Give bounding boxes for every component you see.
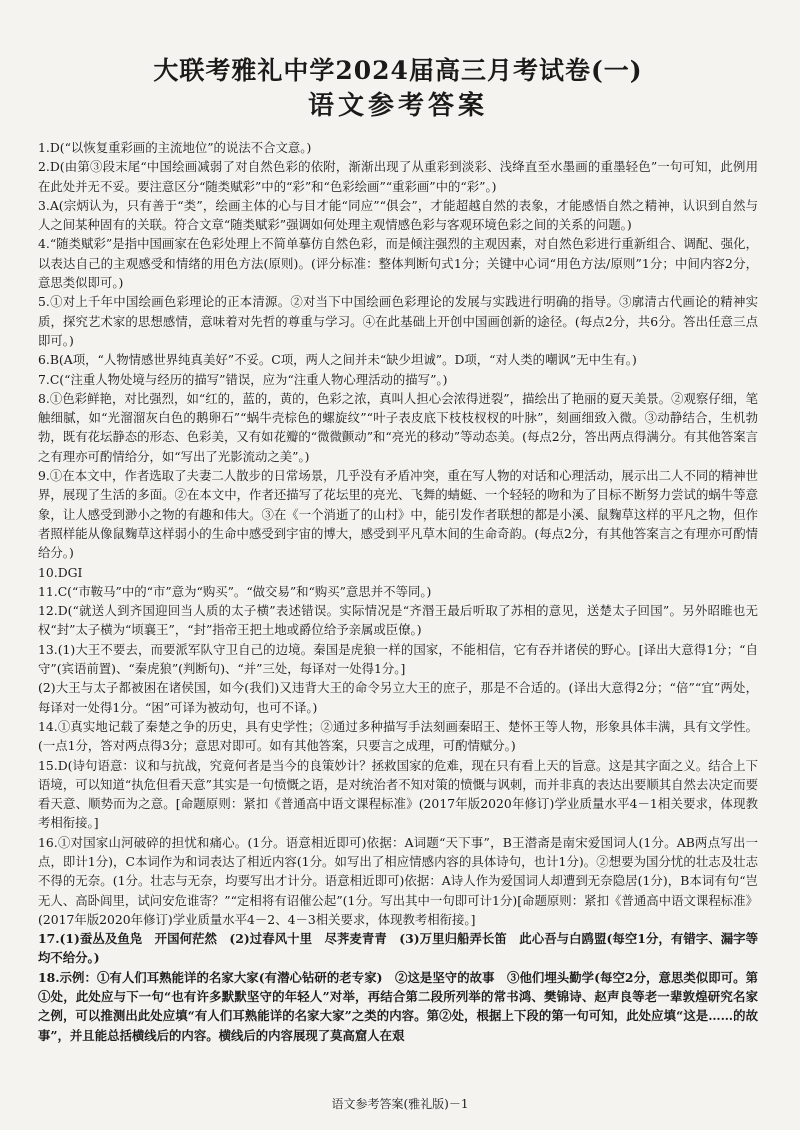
answer-item: 5.①对上千年中国绘画色彩理论的正本清源。②对当下中国绘画色彩理论的发展与实践进行明确的指导。③廓清古代画论的精神实质，探究艺术家的思想感情，意味着对先哲的尊重与学习。④在此基础上开创中国画创新的途径。(每点2分，共6分。答出任意三点即可。) — [38, 294, 758, 348]
answer-item: 13.(1)大王不要去，而要派军队守卫自己的边境。秦国是虎狼一样的国家，不能相信，它有吞并诸侯的野心。[译出大意得1分；“自守”(宾语前置)、“秦虎狼”(判断句)、“并”三处，每译对一处得1分。] — [38, 641, 758, 677]
answer-item: 18.示例：①有人们耳熟能详的名家大家(有潜心钻研的老专家) ②这是坚守的故事 ③他们埋头勤学(每空2分，意思类似即可。第①处，此处应与下一句“也有许多默默坚守的年轻人”对举，再结合第二段所列举的常书鸿、樊锦诗、赵声良等老一辈敦煌研究名家之例，可以推测出此处应填“有人们耳熟能详的名家大家”之类的内容。第②处，根据上下段的第一句可知，此处应填“这是……的故事”，并且能总括横线后的内容。横线后的内容展现了莫高窟人在艰 — [38, 969, 758, 1043]
answer-key-title: 语文参考答案 — [307, 91, 488, 121]
answer-item: 17.(1)蚕丛及鱼凫 开国何茫然 (2)过春风十里 尽荠麦青青 (3)万里归船弄长笛 此心吾与白鸥盟(每空1分，有错字、漏字等均不给分。) — [38, 931, 758, 966]
answer-item: 10.DGI — [38, 564, 83, 580]
answer-item: 11.C(“市鞍马”中的“市”意为“购买”。“做交易”和“购买”意思并不等同。) — [38, 583, 432, 599]
answer-item: 12.D(“就送人到齐国迎回当人质的太子横”表述错误。实际情况是“齐湣王最后听取了苏相的意见，送楚太子回国”。另外昭睢也无权“封”太子横为“顷襄王”，“封”指帝王把土地或爵位给予亲属或臣僚。) — [38, 603, 758, 638]
answer-item: 2.D(由第③段末尾“中国绘画减弱了对自然色彩的依附，渐渐出现了从重彩到淡彩、浅绛直至水墨画的重墨轻色”一句可知，此例用在此处并无不妥。要注意区分“随类赋彩”中的“彩”和“色彩绘画”“重彩画”中的“彩”。) — [38, 159, 758, 194]
answer-item: 14.①真实地记载了秦楚之争的历史，具有史学性；②通过多种描写手法刻画秦昭王、楚怀王等人物，形象具体丰满，具有文学性。(一点1分，答对两点得3分；意思对即可。如有其他答案，只要言之成理，可酌情赋分。) — [38, 718, 758, 754]
exam-title: 大联考雅礼中学2024届高三月考试卷(一) — [153, 56, 643, 85]
answer-item: 6.B(A项，“人物情感世界纯真美好”不妥。C项，两人之间并未“缺少坦诚”。D项，“对人类的嘲讽”无中生有。) — [38, 352, 637, 368]
answer-item: 1.D(“以恢复重彩画的主流地位”的说法不合文意。) — [38, 140, 312, 155]
answer-item: 4.“随类赋彩”是指中国画家在色彩处理上不简单摹仿自然色彩，而是倾注强烈的主观因素，对自然色彩进行重新组合、调配、强化，以表达自己的主观感受和情绪的用色方法(原则)。(评分标准：整体判断句式1分；关键中心词“用色方法/原则”1分；中间内容2分，意思类似即可。) — [38, 236, 758, 291]
answer-item: 7.C(“注重人物处境与经历的描写”错误，应为“注重人物心理活动的描写”。) — [38, 371, 448, 387]
answer-item: 16.①对国家山河破碎的担忧和痛心。(1分。语意相近即可)依据：A词题“天下事”，B王潜斋是南宋爱国词人(1分。AB两点写出一点，即计1分)，C本词作为和词表达了相近内容(1分。如写出了相应情感内容的具体诗句，也计1分)。②想要为国分忧的壮志及壮志不得的无奈。(1分。壮志与无奈，均要写出才计分。语意相近即可)依据：A诗人作为爱国词人却遭到无奈隐居(1分)，B本词有句“岂无人、高卧闾里，试问安危谁寄？”“定相将有诏催公起”(1分。写出其中一句即可计1分)[命题原则：紧扣《普通高中语文课程标准》(2017年版2020年修订)学业质量水平4－2、4－3相关要求，体现教考相衔接。] — [38, 834, 758, 927]
answer-list — [38, 138, 758, 1045]
answer-item: 3.A(宗炳认为，只有善于“类”，绘画主体的心与目才能“同应”“俱会”，才能超越自然的表象，才能感悟自然之精神，认识到自然与人之间某种固有的关联。符合文章“随类赋彩”强调如何处理主观情感色彩与客观环境色彩之间的关系的问题。) — [38, 197, 758, 233]
page-footer: 语文参考答案(雅礼版)－1 — [331, 1097, 469, 1111]
answer-item: 9.①在本文中，作者选取了夫妻二人散步的日常场景，几乎没有矛盾冲突，重在写人物的对话和心理活动，展示出二人不同的精神世界，展现了生活的多面。②在本文中，作者还描写了花坛里的亮光、飞舞的蜻蜓、一个轻轻的吻和为了目标不断努力尝试的蜗牛等意象，让人感受到渺小之物的有趣和伟大。③在《一个消逝了的山村》中，能引发作者联想的都是小溪、鼠麴草这样的平凡之物，但作者照样能从像鼠麴草这样弱小的生命中感受到宇宙的博大，感受到平凡草木间的生命奇韵。(每点2分，有其他答案言之有理亦可酌情给分。) — [38, 468, 758, 561]
answer-item: 15.D(诗句语意：议和与抗战，究竟何者是当今的良策妙计？拯救国家的危难，现在只有看上天的旨意。这是其字面之义。结合上下语境，可以知道“执危但看天意”其实是一句愤慨之语，是对统治者不知对策的愤慨与讽刺，而并非真的表达出要顺其自然去决定而要看天意、顺势而为之意。[命题原则：紧扣《普通高中语文课程标准》(2017年版2020年修订)学业质量水平4－1相关要求，体现教考相衔接。] — [38, 757, 758, 831]
answer-item: 8.①色彩鲜艳，对比强烈，如“红的，蓝的，黄的，色彩之浓，真叫人担心会浓得迸裂”，描绘出了艳丽的夏天美景。②观察仔细，笔触细腻，如“光溜溜灰白色的鹅卵石”“蜗牛壳棕色的螺旋纹”“叶子表皮底下枝枝杈杈的叶脉”，刻画细致入微。③动静结合，生机勃勃，既有花坛静态的形态、色彩美，又有如花瓣的“微微颤动”和“亮光的移动”等动态美。(每点2分，答出两点得满分。有其他答案言之有理亦可酌情给分，如“写出了光影流动之美”。) — [38, 390, 758, 464]
answer-item: (2)大王与太子都被困在诸侯国，如今(我们)又违背大王的命令另立大王的庶子，那是不合适的。(译出大意得2分；“倍”“宜”两处，每译对一处得1分。“困”可译为被动句，也可不译。) — [38, 680, 758, 715]
